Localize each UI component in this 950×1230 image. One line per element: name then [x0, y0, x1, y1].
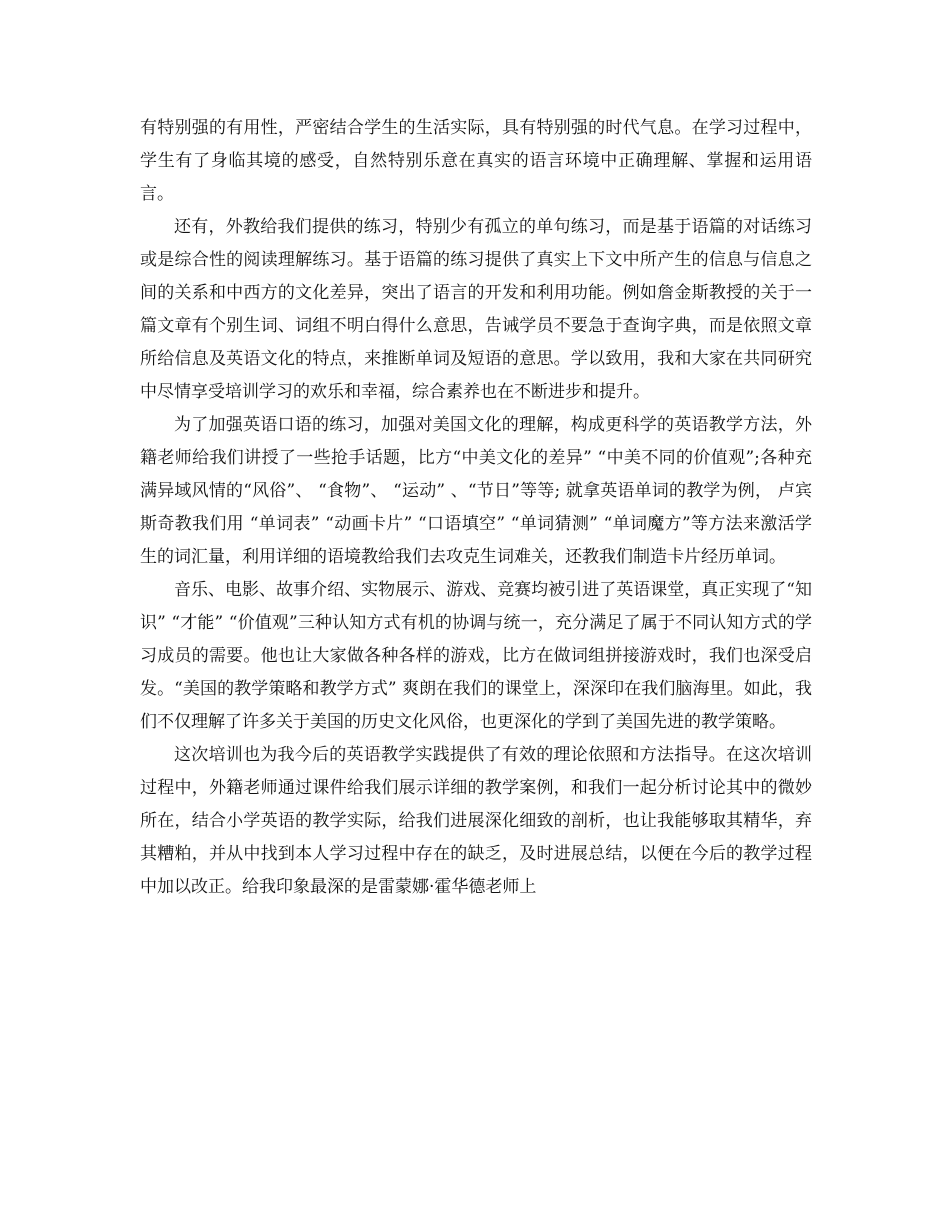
paragraph-4: 音乐、电影、故事介绍、实物展示、游戏、竞赛均被引进了英语课堂，真正实现了“知识” “才能” “价值观”三种认知方式有机的协调与统一，充分满足了属于不同认知方式的学习成员的需要。他也让大家做各种各样的游戏，比方在做词组拼接游戏时，我们也深受启发。“美国的教学策略和教学方式” 爽朗在我们的课堂上，深深印在我们脑海里。如此，我们不仅理解了许多关于美国的历史文化风俗，也更深化的学到了美国先进的教学策略。: [140, 580, 812, 732]
document-body: [140, 112, 812, 904]
paragraph-3: 为了加强英语口语的练习，加强对美国文化的理解，构成更科学的英语教学方法，外籍老师给我们讲授了一些抢手话题，比方“中美文化的差异” “中美不同的价值观”;各种充满异域风情的“风俗”、 “食物”、 “运动” 、“节日”等等; 就拿英语单词的教学为例， 卢宾斯奇教我们用 “单词表” “动画卡片” “口语填空” “单词猜测” “单词魔方”等方法来激活学生的词汇量，利用详细的语境教给我们去攻克生词难关，还教我们制造卡片经历单词。: [140, 415, 812, 567]
paragraph-1: 有特别强的有用性，严密结合学生的生活实际，具有特别强的时代气息。在学习过程中，学生有了身临其境的感受，自然特别乐意在真实的语言环境中正确理解、掌握和运用语言。: [140, 118, 812, 204]
paragraph-5: 这次培训也为我今后的英语教学实践提供了有效的理论依照和方法指导。在这次培训过程中，外籍老师通过课件给我们展示详细的教学案例，和我们一起分析讨论其中的微妙所在，结合小学英语的教学实际，给我们进展深化细致的剖析，也让我能够取其精华，弃其糟粕，并从中找到本人学习过程中存在的缺乏，及时进展总结，以便在今后的教学过程中加以改正。给我印象最深的是雷蒙娜·霍华德老师上: [140, 745, 812, 897]
paragraph-2: 还有，外教给我们提供的练习，特别少有孤立的单句练习，而是基于语篇的对话练习或是综合性的阅读理解练习。基于语篇的练习提供了真实上下文中所产生的信息与信息之间的关系和中西方的文化差异，突出了语言的开发和利用功能。例如詹金斯教授的关于一篇文章有个别生词、词组不明白得什么意思，告诫学员不要急于查询字典，而是依照文章所给信息及英语文化的特点，来推断单词及短语的意思。学以致用，我和大家在共同研究中尽情享受培训学习的欢乐和幸福，综合素养也在不断进步和提升。: [140, 217, 812, 402]
